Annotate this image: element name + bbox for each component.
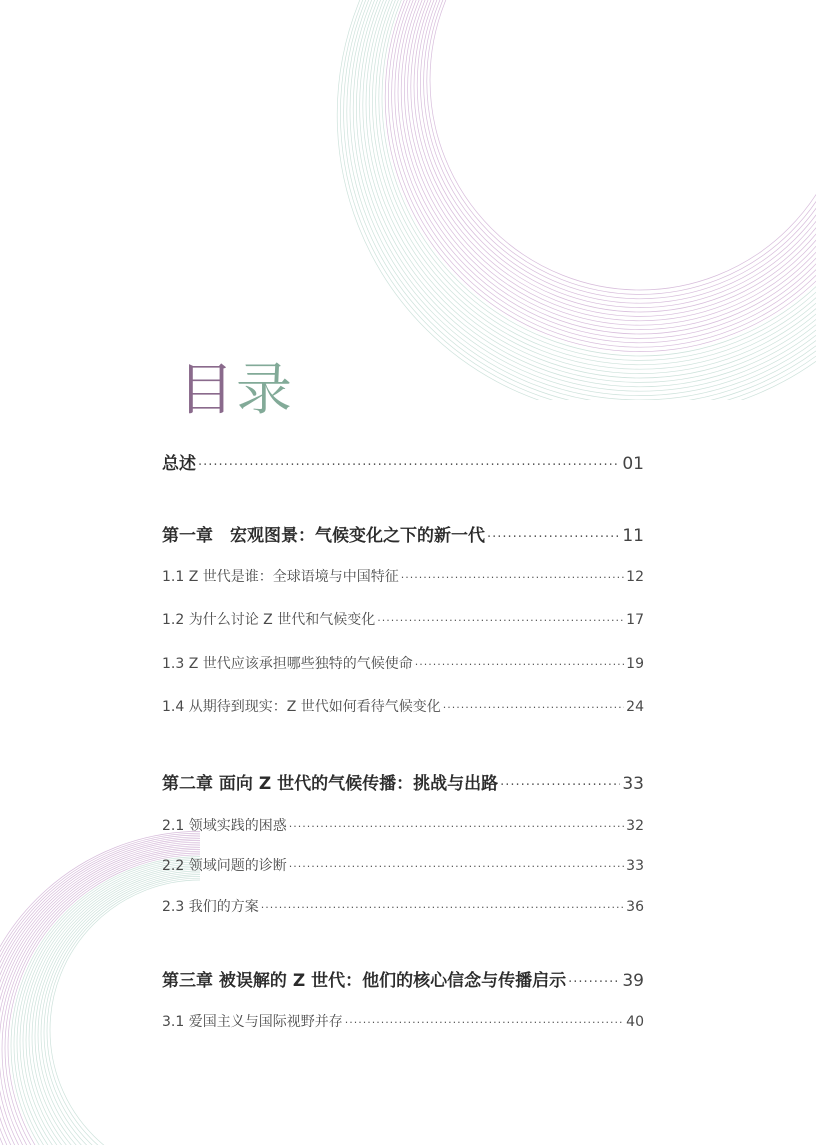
decorative-arc: [0, 846, 200, 1145]
toc-entry-page: 01: [622, 454, 644, 474]
decorative-arcs-top: [0, 0, 816, 400]
decorative-arc: [353, 0, 816, 396]
toc-entry-page: 40: [626, 1014, 644, 1030]
decorative-arc: [356, 0, 816, 391]
decorative-arc: [388, 0, 816, 347]
toc-entry-label: 1.2 为什么讨论 Z 世代和气候变化: [162, 612, 376, 628]
dot-leader: [289, 820, 624, 833]
decorative-arc: [0, 842, 200, 1145]
decorative-arc: [0, 840, 200, 1145]
toc-entry-label: 1.4 从期待到现实：Z 世代如何看待气候变化: [162, 699, 441, 715]
decorative-arc: [363, 0, 816, 382]
toc-entry-1-3[interactable]: [162, 653, 644, 673]
decorative-arc: [340, 0, 816, 400]
toc-entry-label: 1.1 Z 世代是谁：全球语境与中国特征: [162, 569, 399, 585]
toc-entry-label: 第三章 被误解的 Z 世代：他们的核心信念与传播启示: [162, 971, 567, 991]
toc-entry-label: 总述: [162, 454, 196, 474]
decorative-arc: [372, 0, 816, 369]
decorative-arc: [347, 0, 816, 400]
toc-entry-page: 12: [626, 569, 644, 585]
toc-entry-page: 39: [622, 971, 644, 991]
decorative-arc: [379, 0, 816, 360]
toc-entry-page: 32: [626, 818, 644, 834]
decorative-arc: [0, 844, 200, 1145]
toc-entry-page: 36: [626, 899, 644, 915]
decorative-arc: [350, 0, 816, 400]
toc-entry-chapter-1[interactable]: [162, 521, 644, 546]
decorative-arc: [0, 848, 200, 1145]
dot-leader: [568, 975, 620, 990]
toc-entry-overview[interactable]: [162, 449, 644, 474]
decorative-arc: [401, 0, 816, 330]
dot-leader: [345, 1016, 624, 1029]
decorative-arc: [404, 0, 816, 325]
toc-entry-chapter-3[interactable]: [162, 966, 644, 991]
toc-entry-2-1[interactable]: [162, 815, 644, 835]
toc-entry-label: 3.1 爱国主义与国际视野并存: [162, 1014, 343, 1030]
decorative-arc: [360, 0, 816, 387]
decorative-arc: [0, 849, 200, 1145]
dot-leader: [415, 658, 624, 671]
decorative-arc: [337, 0, 816, 400]
decorative-arc: [427, 0, 816, 294]
toc-entry-page: 33: [626, 858, 644, 874]
decorative-arc: [392, 0, 816, 343]
decorative-arc: [414, 0, 816, 312]
toc-entry-page: 19: [626, 656, 644, 672]
toc-entry-chapter-2[interactable]: [162, 769, 644, 794]
dot-leader: [289, 860, 624, 873]
dot-leader: [377, 614, 624, 627]
decorative-arc: [376, 0, 816, 365]
toc-entry-page: 33: [622, 774, 644, 794]
toc-entry-label: 第二章 面向 Z 世代的气候传播：挑战与出路: [162, 774, 499, 794]
decorative-arc: [411, 0, 816, 316]
decorative-arc: [420, 0, 816, 303]
toc-entry-page: 17: [626, 612, 644, 628]
toc-entry-2-2[interactable]: [162, 855, 644, 875]
toc-entry-page: 11: [622, 526, 644, 546]
dot-leader: [261, 901, 624, 914]
decorative-arc: [382, 0, 816, 356]
toc-entry-3-1[interactable]: [162, 1011, 644, 1031]
toc-entry-1-4[interactable]: [162, 696, 644, 716]
decorative-arc: [424, 0, 816, 299]
dot-leader: [443, 701, 624, 714]
decorative-arc: [417, 0, 816, 308]
toc-entry-1-2[interactable]: [162, 609, 644, 629]
page-title: [178, 356, 294, 426]
decorative-arc: [430, 0, 816, 290]
dot-leader: [500, 778, 620, 793]
decorative-arc: [369, 0, 816, 374]
title-char-2: 录: [236, 357, 294, 423]
decorative-arc: [344, 0, 816, 400]
toc-entry-label: 1.3 Z 世代应该承担哪些独特的气候使命: [162, 656, 413, 672]
decorative-arc: [398, 0, 816, 334]
decorative-arc: [395, 0, 816, 338]
decorative-arc: [385, 0, 816, 352]
toc-entry-label: 2.1 领域实践的困惑: [162, 818, 287, 834]
toc-entry-2-3[interactable]: [162, 896, 644, 916]
decorative-arc: [408, 0, 816, 321]
dot-leader: [401, 571, 624, 584]
title-char-1: 目: [178, 357, 236, 423]
toc-entry-label: 2.2 领域问题的诊断: [162, 858, 287, 874]
decorative-arc: [0, 839, 200, 1145]
toc-entry-label: 第一章 宏观图景：气候变化之下的新一代: [162, 526, 485, 546]
toc-entry-label: 2.3 我们的方案: [162, 899, 259, 915]
dot-leader: [487, 530, 620, 545]
toc-entry-1-1[interactable]: [162, 566, 644, 586]
decorative-arc: [366, 0, 816, 378]
toc-entry-page: 24: [626, 699, 644, 715]
dot-leader: [198, 458, 620, 473]
